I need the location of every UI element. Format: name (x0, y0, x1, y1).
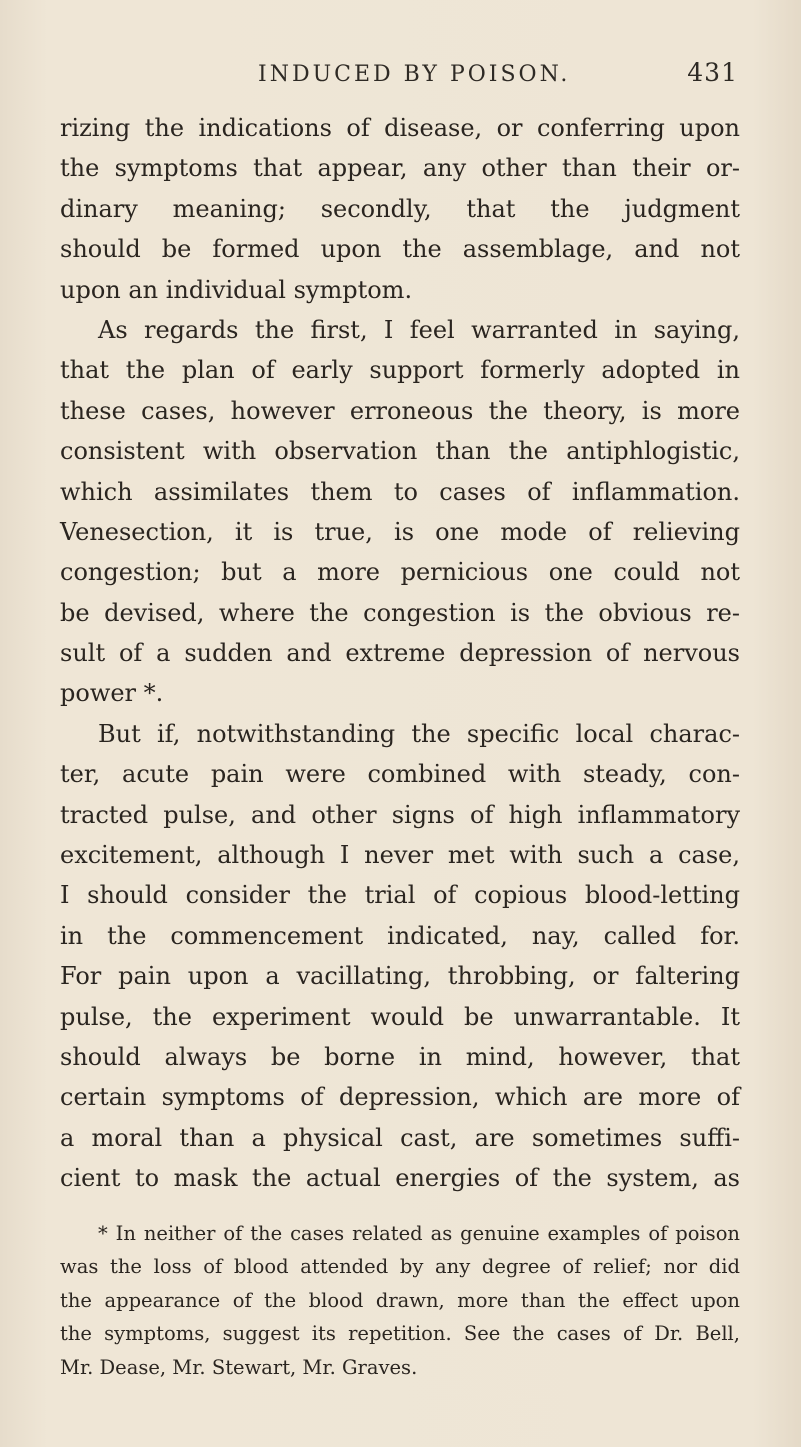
body-text (60, 108, 740, 1199)
text-line: pulse, the experiment would be unwarrantable. It (60, 1002, 740, 1031)
footnote-line: * In neither of the cases related as genuine examples of poison (98, 1222, 740, 1245)
text-line: the symptoms that appear, any other than their or- (60, 154, 740, 183)
footnote-line: was the loss of blood attended by any degree of relief; nor did (60, 1255, 740, 1279)
text-line: power *. (60, 679, 164, 708)
footnote-line: the appearance of the blood drawn, more than the effect upon (60, 1288, 740, 1312)
text-line: As regards the first, I feel warranted in saying, (98, 315, 740, 344)
text-line: these cases, however erroneous the theory, is more (60, 396, 740, 425)
text-line: I should consider the trial of copious blood-letting (60, 881, 740, 910)
text-line: be devised, where the congestion is the obvious re- (60, 598, 740, 627)
text-line: congestion; but a more pernicious one could not (60, 558, 740, 587)
text-line: cient to mask the actual energies of the system, as (60, 1164, 740, 1193)
text-line: should always be borne in mind, however, that (60, 1042, 740, 1071)
footnote (60, 1217, 740, 1384)
text-line: For pain upon a vacillating, throbbing, or faltering (60, 962, 740, 991)
text-line: tracted pulse, and other signs of high inflammatory (60, 800, 740, 829)
text-line: sult of a sudden and extreme depression of nervous (60, 639, 740, 668)
footnote-line: Mr. Dease, Mr. Stewart, Mr. Graves. (60, 1355, 418, 1379)
text-line: ter, acute pain were combined with steady, con- (60, 760, 740, 789)
text-line: should be formed upon the assemblage, and not (60, 235, 740, 264)
text-line: a moral than a physical cast, are sometimes suffi- (60, 1123, 740, 1152)
text-line: consistent with observation than the antiphlogistic, (60, 437, 740, 466)
text-line: rizing the indications of disease, or conferring upon (60, 114, 740, 142)
text-line: that the plan of early support formerly adopted in (60, 356, 740, 385)
text-line: which assimilates them to cases of inflammation. (60, 477, 740, 506)
footnote-line: the symptoms, suggest its repetition. See the cases of Dr. Bell, (60, 1322, 740, 1346)
text-line: upon an individual symptom. (60, 275, 413, 304)
text-line: dinary meaning; secondly, that the judgment (60, 194, 740, 223)
text-line: in the commencement indicated, nay, called for. (60, 921, 740, 950)
running-header (258, 58, 738, 102)
page-number: 431 (687, 58, 738, 87)
text-line: excitement, although I never met with such a case, (60, 841, 740, 870)
text-line: But if, notwithstanding the specific local charac- (98, 719, 740, 748)
text-line: certain symptoms of depression, which are more of (60, 1083, 740, 1112)
text-line: Venesection, it is true, is one mode of relieving (60, 517, 740, 546)
running-title: INDUCED BY POISON. (258, 62, 571, 87)
